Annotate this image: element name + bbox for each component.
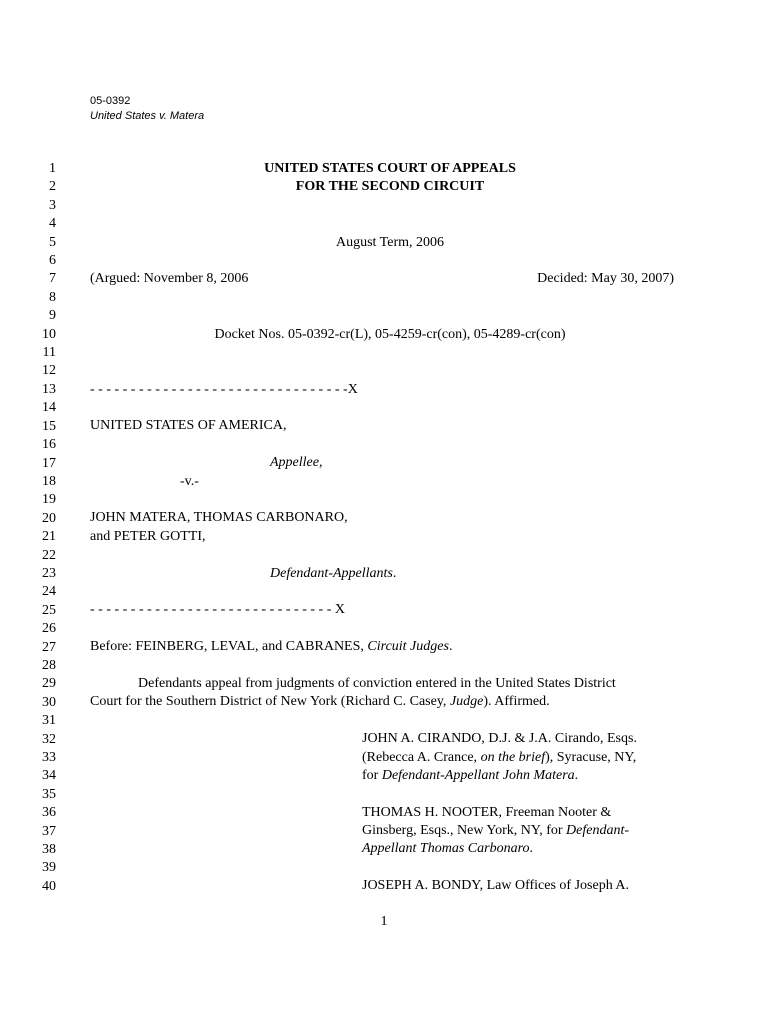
- summary-line-1: Defendants appeal from judgments of conviction entered in the United States District: [138, 675, 616, 691]
- line-number: 23: [42, 565, 56, 581]
- line-number: 27: [42, 639, 56, 655]
- defendants-names-2: and PETER GOTTI,: [90, 528, 206, 544]
- circuit-name: FOR THE SECOND CIRCUIT: [295, 179, 485, 195]
- line-number: 21: [42, 529, 56, 545]
- docket-short: 05-0392: [90, 95, 131, 107]
- page-number: 1: [380, 914, 388, 929]
- court-name: UNITED STATES COURT OF APPEALS: [264, 161, 516, 176]
- counsel-text: for: [362, 767, 382, 783]
- line-number: 6: [49, 253, 56, 269]
- line-number: 22: [42, 547, 56, 563]
- line-number: 31: [42, 713, 56, 729]
- defendant-appellants-text: Defendant-Appellants: [270, 565, 393, 581]
- versus-label: -v.-: [180, 473, 199, 489]
- before-prefix: Before: FEINBERG, LEVAL, and CABRANES,: [90, 639, 368, 655]
- line-number: 26: [42, 621, 56, 637]
- line-number: 25: [42, 602, 56, 618]
- line-number: 33: [42, 750, 56, 765]
- counsel-text: .: [529, 841, 533, 857]
- judge-title: Judge: [449, 694, 484, 710]
- counsel-3-line-1: JOSEPH A. BONDY, Law Offices of Joseph A.: [362, 878, 630, 894]
- line-number: 35: [42, 786, 56, 802]
- line-number: 13: [42, 381, 56, 397]
- line-number: 3: [49, 197, 56, 213]
- case-name: United States v. Matera: [90, 110, 205, 122]
- counsel-2-line-3: [362, 840, 533, 858]
- line-number: 11: [42, 345, 56, 361]
- line-number: 14: [42, 400, 56, 416]
- running-header: [90, 94, 204, 124]
- line-number: 24: [42, 584, 56, 600]
- line-number: 12: [42, 363, 56, 379]
- line-number: 16: [42, 437, 56, 453]
- line-number: 10: [42, 326, 56, 342]
- line-number: 30: [42, 694, 56, 710]
- line-number: 20: [42, 510, 56, 526]
- counsel-1-line-2: [362, 749, 636, 767]
- document-body: [90, 160, 690, 896]
- summary-line-2: [90, 693, 690, 711]
- counsel-1-line-1: JOHN A. CIRANDO, D.J. & J.A. Cirando, Esqs.: [362, 731, 637, 747]
- line-number: 9: [49, 308, 56, 324]
- summary-disposition: ). Affirmed.: [483, 694, 550, 710]
- counsel-text: ), Syracuse, NY,: [545, 749, 637, 765]
- counsel-text: .: [574, 767, 579, 783]
- line-number: 18: [42, 473, 56, 489]
- line-number: 39: [42, 860, 56, 876]
- counsel-2-line-1: THOMAS H. NOOTER, Freeman Nooter &: [362, 804, 612, 820]
- appellee-label: Appellee,: [270, 455, 323, 471]
- panel-judges: [90, 638, 690, 656]
- line-number: 37: [42, 823, 56, 839]
- line-number: 29: [42, 676, 56, 692]
- decided-date: Decided: May 30, 2007): [537, 271, 674, 287]
- line-number: 7: [49, 271, 56, 287]
- line-number: 36: [42, 805, 56, 821]
- on-the-brief: on the brief: [480, 749, 546, 765]
- counsel-text: Ginsberg, Esqs., New York, NY, for: [362, 823, 567, 839]
- line-number: 38: [42, 842, 56, 858]
- argued-date: (Argued: November 8, 2006: [90, 271, 249, 287]
- party-represented: Appellant Thomas Carbonaro: [362, 841, 530, 857]
- line-number: 32: [42, 731, 56, 747]
- party-represented: Defendant-Appellant John Matera: [381, 767, 575, 783]
- line-number: 2: [49, 179, 56, 195]
- line-number: 40: [42, 878, 56, 894]
- period: .: [392, 565, 397, 581]
- line-number: 17: [42, 455, 56, 471]
- caption-divider-bottom: - - - - - - - - - - - - - - - - - - - - - - - - - - - - - - X: [90, 602, 345, 618]
- judges-title: Circuit Judges: [367, 639, 449, 655]
- caption-divider-top: - - - - - - - - - - - - - - - - - - - - - - - - - - - - - - - -X: [90, 381, 358, 397]
- defendants-names-1: JOHN MATERA, THOMAS CARBONARO,: [90, 510, 348, 526]
- line-number: 8: [49, 289, 56, 305]
- plaintiff-name: UNITED STATES OF AMERICA,: [90, 418, 287, 434]
- party-represented: Defendant-: [566, 823, 630, 839]
- counsel-text: (Rebecca A. Crance,: [362, 749, 481, 765]
- before-suffix: .: [448, 639, 453, 655]
- court-term: August Term, 2006: [335, 234, 445, 250]
- line-number: 34: [42, 768, 56, 784]
- line-number: 19: [42, 492, 56, 508]
- docket-numbers: Docket Nos. 05-0392-cr(L), 05-4259-cr(con), 05-4289-cr(con): [214, 326, 566, 342]
- line-number: 1: [49, 161, 56, 176]
- summary-text: Court for the Southern District of New York (Richard C. Casey,: [90, 694, 450, 710]
- defendant-appellants-label: [270, 565, 396, 583]
- counsel-1-line-3: [362, 767, 578, 785]
- line-number: 4: [49, 216, 56, 232]
- line-number: 15: [42, 418, 56, 434]
- line-numbers: [30, 160, 56, 896]
- line-number: 28: [42, 657, 56, 673]
- counsel-2-line-2: [362, 822, 629, 840]
- line-number: 5: [49, 234, 56, 250]
- argued-decided-dates: [90, 270, 674, 288]
